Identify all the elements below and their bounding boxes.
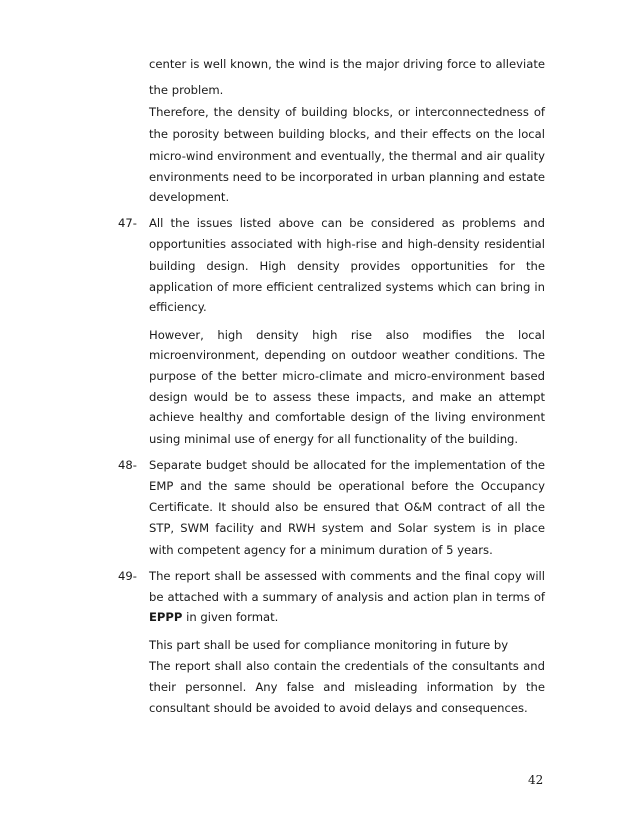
- body-text-line: The report shall be assessed with comments and the final copy will: [149, 569, 545, 583]
- body-text-line: application of more efficient centralized systems which can bring in: [149, 280, 545, 294]
- item-number: 47-: [118, 216, 137, 230]
- body-text-line: micro-wind environment and eventually, the thermal and air quality: [149, 149, 545, 163]
- eppp-term: EPPP: [149, 610, 183, 624]
- body-text-line: their personnel. Any false and misleading information by the: [149, 680, 545, 694]
- body-text-fragment: in given format.: [182, 610, 279, 624]
- body-text-line: achieve healthy and comfortable design of the living environment: [149, 410, 545, 424]
- body-text-line: consultant should be avoided to avoid delays and consequences.: [149, 701, 528, 715]
- item-number: 48-: [118, 458, 137, 472]
- body-text-line: The report shall also contain the credentials of the consultants and: [149, 659, 545, 673]
- body-text-line: the problem.: [149, 83, 224, 97]
- body-text-line: the porosity between building blocks, and their effects on the local: [149, 127, 545, 141]
- body-text-line: Therefore, the density of building blocks, or interconnectedness of: [149, 105, 545, 119]
- body-text-line: development.: [149, 190, 230, 204]
- body-text-line: microenvironment, depending on outdoor weather conditions. The: [149, 348, 545, 362]
- body-text-line: be attached with a summary of analysis and action plan in terms of: [149, 590, 545, 604]
- body-text-line: STP, SWM facility and RWH system and Solar system is in place: [149, 521, 545, 535]
- body-text-line: design would be to assess these impacts, and make an attempt: [149, 390, 545, 404]
- body-text-line: with competent agency for a minimum duration of 5 years.: [149, 543, 493, 557]
- body-text-line: However, high density high rise also modifies the local: [149, 328, 545, 342]
- body-text-line: [149, 610, 545, 624]
- body-text-line: EMP and the same should be operational before the Occupancy: [149, 479, 545, 493]
- body-text-line: This part shall be used for compliance monitoring in future by: [149, 638, 509, 652]
- body-text-line: Certificate. It should also be ensured that O&M contract of all the: [149, 500, 545, 514]
- body-text-line: environments need to be incorporated in urban planning and estate: [149, 170, 545, 184]
- item-number: 49-: [118, 569, 137, 583]
- body-text-line: opportunities associated with high-rise and high-density residential: [149, 237, 545, 251]
- body-text-line: center is well known, the wind is the major driving force to alleviate: [149, 57, 545, 71]
- body-text-line: efficiency.: [149, 300, 207, 314]
- body-text-line: building design. High density provides opportunities for the: [149, 259, 545, 273]
- body-text-line: Separate budget should be allocated for the implementation of the: [149, 458, 545, 472]
- page-number: 42: [528, 773, 544, 787]
- body-text-line: All the issues listed above can be considered as problems and: [149, 216, 545, 230]
- body-text-line: using minimal use of energy for all functionality of the building.: [149, 432, 519, 446]
- body-text-line: purpose of the better micro-climate and micro-environment based: [149, 369, 545, 383]
